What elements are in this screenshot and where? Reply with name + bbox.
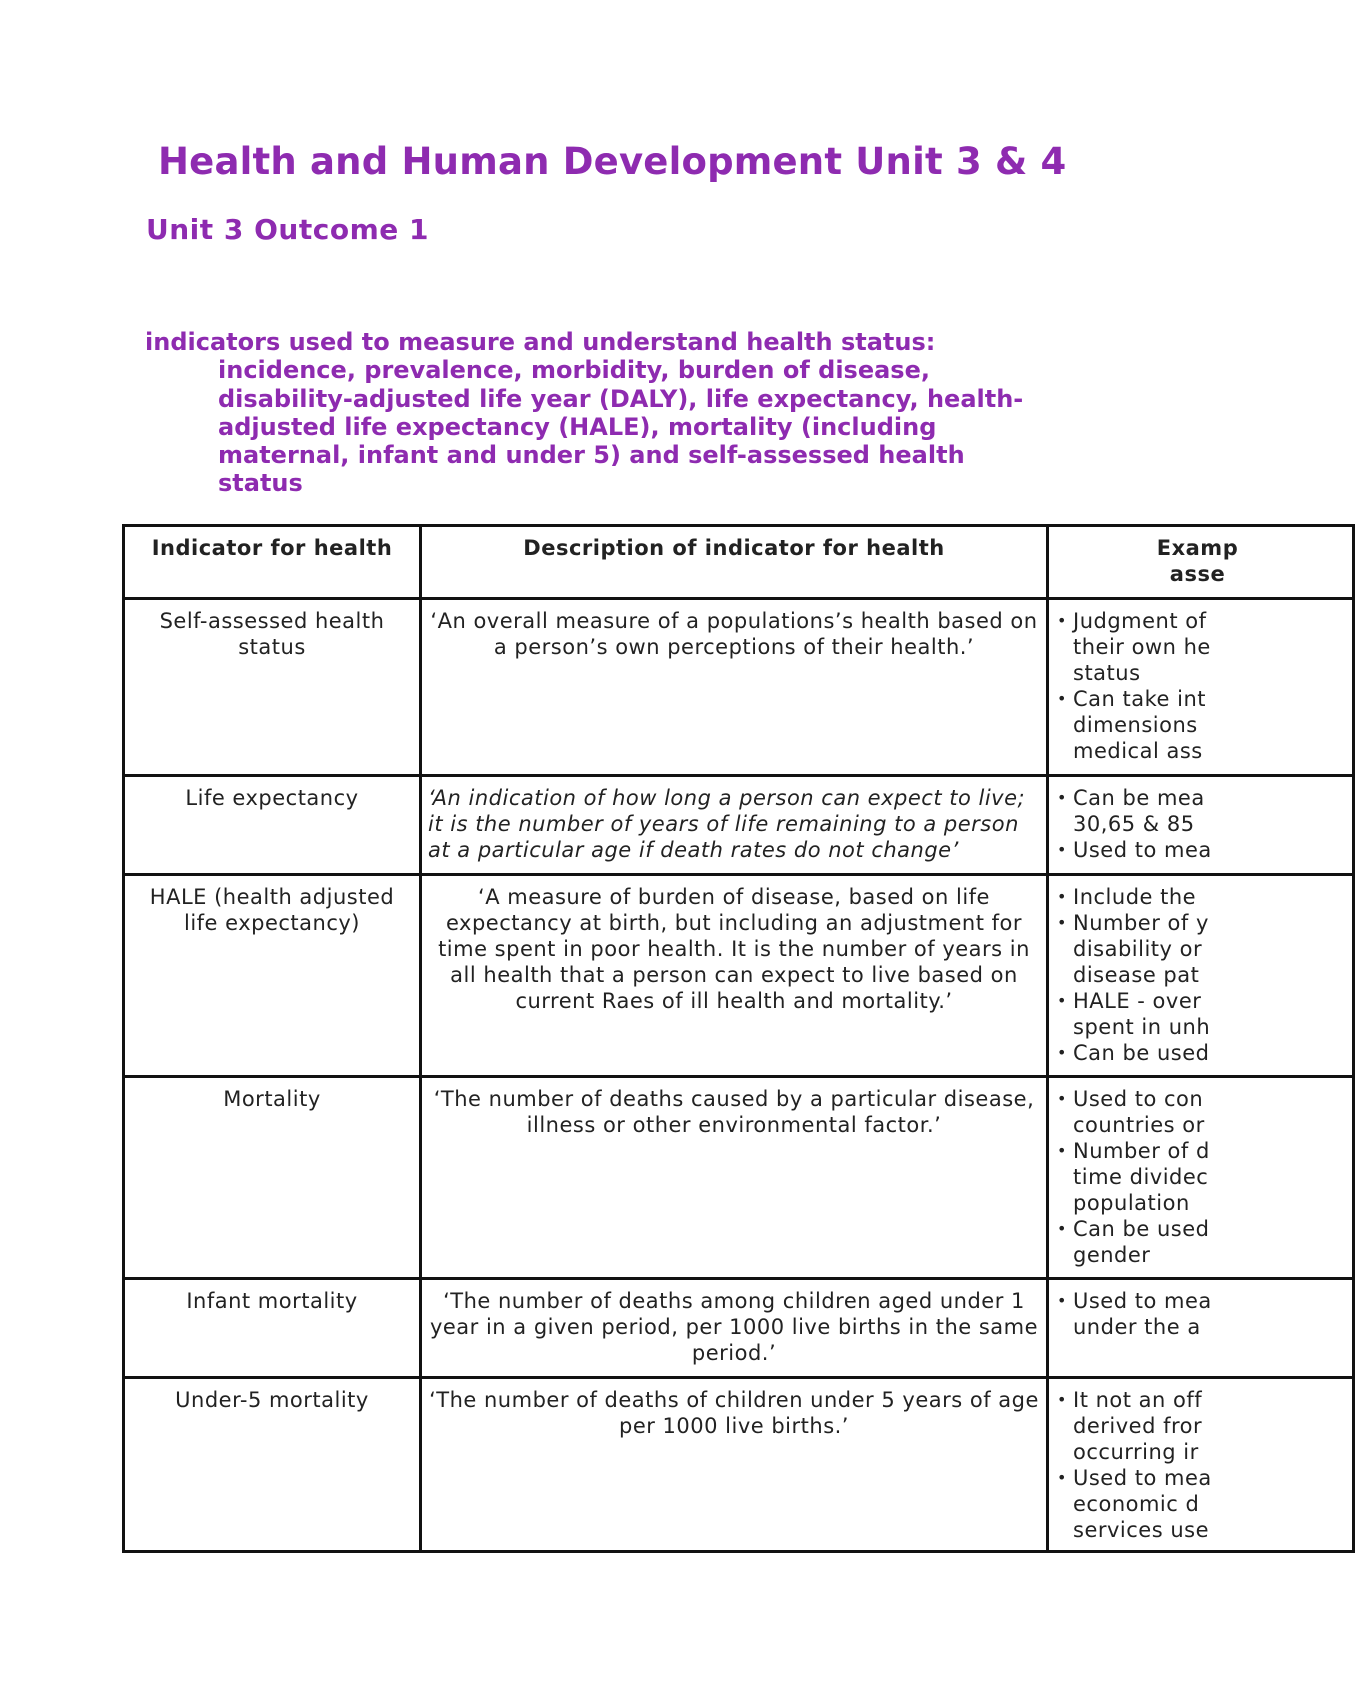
intro-line: maternal, infant and under 5) and self-assessed health [218,441,965,470]
example-bullet [1055,1216,1346,1268]
example-bullet [1055,1040,1346,1066]
example-cell [1048,1378,1354,1552]
indicator-cell: Self-assessed health status [124,599,421,776]
example-cell [1048,1279,1354,1378]
table-row [124,776,1354,875]
example-list [1055,1387,1346,1543]
header-indicator: Indicator for health [124,526,421,599]
example-line: • Can be mea [1073,786,1205,810]
example-line: status [1073,661,1141,685]
example-line: 30,65 & 85 [1073,812,1195,836]
description-cell: ‘The number of deaths among children aged under 1 year in a given period, per 1000 live births in the same period.’ [421,1279,1048,1378]
table-row [124,1378,1354,1552]
description-cell: ‘The number of deaths of children under 5 years of age per 1000 live births.’ [421,1378,1048,1552]
example-line: • Include the [1073,885,1197,909]
example-bullet [1055,988,1346,1040]
example-bullet [1055,1387,1346,1465]
table-row [124,599,1354,776]
indicator-cell: Infant mortality [124,1279,421,1378]
example-line: • It not an off [1073,1388,1203,1412]
description-cell: ‘The number of deaths caused by a particular disease, illness or other environmental factor.’ [421,1077,1048,1279]
example-line: countries or [1073,1113,1205,1137]
indicator-cell: HALE (health adjusted life expectancy) [124,875,421,1077]
example-line: • Used to mea [1073,838,1212,862]
indicator-cell: Mortality [124,1077,421,1279]
example-cell [1048,1077,1354,1279]
example-line: • Number of d [1073,1139,1210,1163]
document-title: Health and Human Development Unit 3 & 4 [158,140,1067,183]
example-line: gender [1073,1243,1151,1267]
example-line: • Can take int [1073,687,1207,711]
example-list [1055,884,1346,1066]
example-bullet [1055,1086,1346,1138]
example-line: economic d [1073,1492,1200,1516]
intro-paragraph [145,328,1045,498]
example-line: population [1073,1191,1190,1215]
table-row [124,1077,1354,1279]
example-line: occurring ir [1073,1440,1199,1464]
example-cell [1048,599,1354,776]
example-bullet [1055,686,1346,764]
example-cell [1048,875,1354,1077]
example-list [1055,1288,1346,1340]
intro-lead: indicators used to measure and understand health status: [145,328,936,356]
example-line: services use [1073,1518,1210,1542]
description-cell: ‘A measure of burden of disease, based on life expectancy at birth, but including an adjustment for time spent in poor health. It is the number of years in all health that a person can expect to live based on current Raes of ill health and mortality.’ [421,875,1048,1077]
example-line: • Used to mea [1073,1466,1212,1490]
example-line: • Can be used [1073,1217,1210,1241]
example-bullet [1055,1138,1346,1216]
intro-line: adjusted life expectancy (HALE), mortality (including [218,412,937,441]
example-line: disability or [1073,937,1203,961]
example-line: time dividec [1073,1165,1209,1189]
example-list [1055,785,1346,863]
description-cell: ‘An overall measure of a populations’s health based on a person’s own perceptions of their health.’ [421,599,1048,776]
example-line: disease pat [1073,963,1200,987]
description-cell: ‘An indication of how long a person can expect to live; it is the number of years of life remaining to a person at a particular age if death rates do not change’ [421,776,1048,875]
indicator-cell: Under-5 mortality [124,1378,421,1552]
intro-line: status [218,469,303,498]
example-line: • Judgment of [1073,609,1207,633]
indicator-cell: Life expectancy [124,776,421,875]
example-bullet [1055,785,1346,837]
header-example [1048,526,1354,599]
indicator-table-container [122,524,1239,1542]
example-line: • Number of y [1073,911,1209,935]
example-list [1055,1086,1346,1268]
example-line: derived fror [1073,1414,1203,1438]
example-bullet [1055,1288,1346,1340]
example-bullet [1055,1465,1346,1543]
example-line: • Used to mea [1073,1289,1212,1313]
example-bullet [1055,910,1346,988]
header-example-line: Examp [1156,536,1239,560]
example-line: • Used to con [1073,1087,1204,1111]
document-subtitle: Unit 3 Outcome 1 [146,213,429,246]
example-line: • HALE - over [1073,989,1202,1013]
example-bullet [1055,884,1346,910]
example-line: spent in unh [1073,1015,1211,1039]
example-line: dimensions [1073,713,1198,737]
table-row [124,1279,1354,1378]
example-line: their own he [1073,635,1211,659]
example-bullet [1055,837,1346,863]
intro-line: disability-adjusted life year (DALY), life expectancy, health- [218,384,1024,413]
table-row [124,875,1354,1077]
example-list [1055,608,1346,764]
header-example-line: asse [1169,562,1226,586]
example-line: medical ass [1073,739,1203,763]
table-header-row [124,526,1354,599]
example-cell [1048,776,1354,875]
example-bullet [1055,608,1346,686]
example-line: • Can be used [1073,1041,1210,1065]
header-description: Description of indicator for health [421,526,1048,599]
indicator-table [122,524,1355,1553]
example-line: under the a [1073,1315,1201,1339]
intro-line: incidence, prevalence, morbidity, burden of disease, [218,356,930,385]
